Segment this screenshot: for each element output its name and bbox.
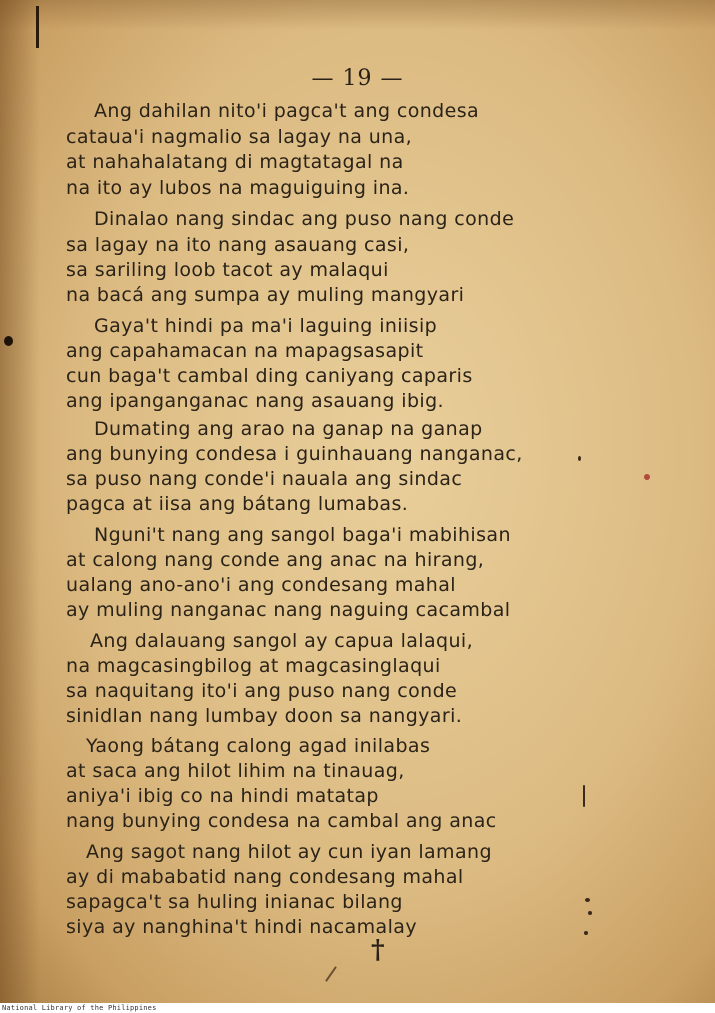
verse-line: at calong nang conde ang anac na hirang, xyxy=(66,549,485,571)
verse-line: at nahahalatang di magtatagal na xyxy=(66,151,404,173)
page-shadow-left xyxy=(0,0,40,1003)
verse-line: Dumating ang arao na ganap na ganap xyxy=(94,418,483,440)
verse-line: ang capahamacan na mapagsasapit xyxy=(66,340,424,362)
library-credit: National Library of the Philippines xyxy=(2,1004,157,1012)
ink-speck xyxy=(584,931,588,935)
verse-line: pagca at iisa ang bátang lumabas. xyxy=(66,493,409,515)
verse-line: siya ay nanghina't hindi nacamalay xyxy=(66,916,417,938)
verse-line: at saca ang hilot lihim na tinauag, xyxy=(66,760,405,782)
verse-line: Ang dalauang sangol ay capua lalaqui, xyxy=(90,630,474,652)
verse-line: sa lagay na ito nang asauang casi, xyxy=(66,234,410,256)
ink-speck xyxy=(4,336,13,346)
page-shadow-top xyxy=(0,0,715,30)
verse-line: nang bunying condesa na cambal ang anac xyxy=(66,810,497,832)
binding-mark xyxy=(36,6,39,48)
page-number: — 19 — xyxy=(311,66,404,91)
verse-line: Ang dahilan nito'i pagca't ang condesa xyxy=(94,100,480,122)
verse-line: Nguni't nang ang sangol baga'i mabihisan xyxy=(94,524,511,546)
verse-line: sapagca't sa huling inianac bilang xyxy=(66,891,403,913)
margin-mark xyxy=(583,785,585,807)
verse-line: ay di mababatid nang condesang mahal xyxy=(66,866,464,888)
verse-line: na ito ay lubos na maguiguing ina. xyxy=(66,177,410,199)
verse-line: sa naquitang ito'i ang puso nang conde xyxy=(66,680,458,702)
ink-stroke xyxy=(325,966,337,982)
verse-line: Dinalao nang sindac ang puso nang conde xyxy=(94,208,515,230)
verse-line: Yaong bátang calong agad inilabas xyxy=(86,735,431,757)
verse-line: ang ipanganganac nang asauang ibig. xyxy=(66,390,444,412)
verse-line: na bacá ang sumpa ay muling mangyari xyxy=(66,284,465,306)
end-cross-mark: † xyxy=(371,935,385,965)
verse-line: Ang sagot nang hilot ay cun iyan lamang xyxy=(86,841,492,863)
verse-line: ang bunying condesa i guinhauang nanganac, xyxy=(66,443,523,465)
verse-line: aniya'i ibig co na hindi matatap xyxy=(66,785,379,807)
ink-speck xyxy=(578,456,581,461)
ink-speck xyxy=(585,898,590,902)
verse-line: ualang ano-ano'i ang condesang mahal xyxy=(66,574,456,596)
verse-line: na magcasingbilog at magcasinglaqui xyxy=(66,655,441,677)
verse-line: sa sariling loob tacot ay malaqui xyxy=(66,259,389,281)
verse-line: cataua'i nagmalio sa lagay na una, xyxy=(66,126,413,148)
ink-speck xyxy=(588,911,592,915)
verse-line: ay muling nanganac nang naguing cacambal xyxy=(66,599,511,621)
verse-line: sinidlan nang lumbay doon sa nangyari. xyxy=(66,705,463,727)
verse-line: Gaya't hindi pa ma'i laguing iniisip xyxy=(94,315,438,337)
verse-line: sa puso nang conde'i nauala ang sindac xyxy=(66,468,463,490)
ink-speck xyxy=(644,474,650,480)
verse-line: cun baga't cambal ding caniyang caparis xyxy=(66,365,473,387)
